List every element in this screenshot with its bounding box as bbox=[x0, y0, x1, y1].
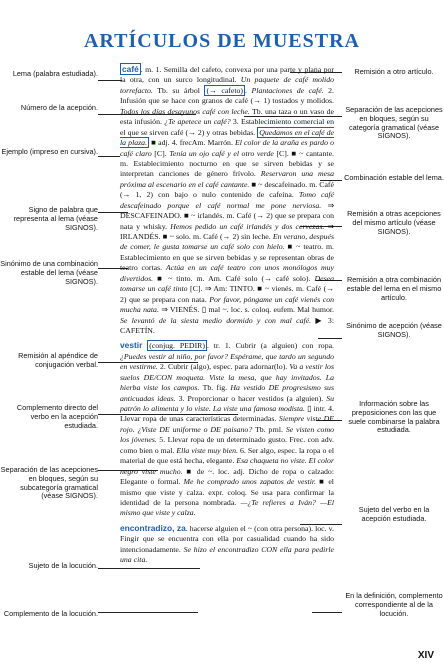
annotation-subcategory-blocks: Separación de las acepciones en bloques, según su subcategoría gramatical (véase SIGNOS). bbox=[0, 465, 98, 501]
definition-text: Tb. su árbol bbox=[152, 85, 205, 95]
example-text: Su patrón lo alimenta y lo viste. La viste una famosa modista. bbox=[120, 393, 334, 413]
annotation-sense-number: Número de la acepción. bbox=[20, 103, 98, 112]
example-text: Tenía un ojo café y el otro verde bbox=[169, 148, 274, 158]
example-text: ¿Te apetece un café? bbox=[164, 117, 231, 127]
annotation-conjugation-ref: Remisión al apéndice de conjugación verbal. bbox=[18, 351, 98, 369]
definition-text: 2. Cubrir (algo), espec. para adornar(lo). bbox=[157, 362, 290, 372]
example-text: Esa chaqueta no viste. El color negro viste mucho. bbox=[120, 456, 334, 476]
definition-text: ■ adj. 4. frecAm. Marrón. bbox=[149, 138, 236, 148]
leader-line bbox=[312, 612, 342, 613]
definition-text: ■ ~ tinto. m. Am. Café solo (→ café solo). bbox=[153, 273, 315, 283]
definition-text: Tb. prnl. bbox=[252, 424, 286, 434]
definition-text: 3. Establecimiento comercial en el que se sirven café (→ 2) y otras bebidas. bbox=[120, 117, 334, 137]
annotation-verb-subject: Sujeto del verbo en la acepción estudiada. bbox=[358, 505, 430, 523]
definition-text: . hacerse alguien el ~ (con otra persona). loc. v. Fingir que se encuentra con ella por casualidad cuando ha sido intencionadamente. bbox=[120, 523, 334, 554]
example-text: Hemos pedido un café irlandés y dos cervezas. bbox=[170, 221, 325, 231]
definition-text: [C]. ■ ~ cantante. m. Establecimiento nocturno en que se sirven bebidas y se interpretan canciones de género frívolo. bbox=[120, 148, 334, 179]
leader-line bbox=[98, 156, 120, 157]
example-text: Por favor, póngame un café vienés con mucha nata. bbox=[120, 294, 334, 315]
example-text: Quedamos en el café de la plaza. bbox=[120, 127, 334, 148]
example-text: ¿Puedes vestir al niño, por favor? Espérame, que tardo un segundo en vestirme. bbox=[120, 351, 334, 372]
annotation-locution-complement: Complemento de la locución. bbox=[3, 609, 98, 618]
annotation-stable-combination: Combinación estable del lema. bbox=[344, 173, 444, 182]
annotation-definition-complement: En la definición, complemento correspondiente al de la locución. bbox=[345, 591, 443, 618]
page-number: XIV bbox=[417, 650, 434, 661]
definition-text: ⇒ VIENÉS. ▯ mal ~. loc. s. coloq. eufem. Mal humor. bbox=[158, 305, 335, 315]
definition-text: 5. Llevar ropa de un determinado gusto. Frec. con adv. como bien o mal. bbox=[120, 435, 334, 455]
definition-text: ⇒ IRLANDÉS. ■ ~ solo. m. Café (→ 2) sin leche. bbox=[120, 221, 335, 241]
annotation-lemma: Lema (palabra estudiada). bbox=[12, 69, 98, 78]
cross-reference: (→ cafeto) bbox=[206, 85, 244, 95]
entry-lemma: café bbox=[122, 64, 139, 74]
definition-text: Tb. una taza o un vaso de esta infusión. bbox=[120, 106, 334, 127]
example-text: Plantaciones de café. bbox=[251, 85, 324, 95]
example-text: Todos los días desayunos café con leche. bbox=[120, 106, 250, 116]
example-text: En verano, después de comer, le gusta tomarse un café solo con hielo. bbox=[120, 232, 334, 252]
entry-lemma: vestir bbox=[120, 340, 143, 351]
definition-text: Tb. fig. bbox=[199, 383, 231, 393]
definition-text: [C]. bbox=[151, 148, 170, 158]
definition-text: ▯ intr. 4. Llevar ropa de unas características determinadas. bbox=[120, 404, 334, 424]
example-text: Actúa en un café teatro con unos monólogos muy divertidos. bbox=[120, 263, 334, 283]
example-text: Se visten como los jóvenes. bbox=[120, 424, 334, 445]
page-title: ARTÍCULOS DE MUESTRA bbox=[83, 30, 360, 52]
definition-text: ■ ~ descafeinado. m. Café (→ 1, 2) con bajo o nulo contenido de cafeína. bbox=[120, 179, 334, 200]
definition-text: ■ ~ teatro. m. Establecimiento en que se sirven bebidas y se representan obras de teatro cortas. bbox=[120, 242, 334, 273]
example-text: Ella viste muy bien. bbox=[176, 445, 239, 455]
example-text: El color de la araña es pardo o café claro bbox=[120, 138, 334, 158]
annotation-example: Ejemplo (impreso en cursiva). bbox=[1, 147, 98, 156]
example-text: Me he comprado unos zapatos de vestir. bbox=[183, 477, 316, 487]
example-text: Se levantó de la siesta medio dormido y con mal café. bbox=[120, 315, 312, 325]
definition-text: ■ el mismo que viste y calza. expr. coloq. Se usa para confirmar la identidad de la persona nombrada. bbox=[120, 477, 334, 507]
leader-line bbox=[98, 80, 122, 81]
dictionary-entries bbox=[120, 64, 334, 566]
definition-text: 2. Infusión que se hace con granos de café (→ 1) tostados y molidos. bbox=[120, 85, 334, 106]
definition-text: . m. 1. Semilla del cafeto, convexa por una parte y plana por la otra, con un surco longitudinal. bbox=[120, 65, 334, 85]
annotation-direct-object: Complemento directo del verbo en la acepción estudiada. bbox=[16, 403, 98, 430]
annotation-cross-reference: Remisión a otro artículo. bbox=[354, 67, 434, 76]
entry-encontradizo bbox=[120, 523, 334, 566]
definition-text: ▶ 3: CAFETÍN. bbox=[120, 315, 334, 335]
entry-lemma: encontradizo, za bbox=[120, 522, 186, 533]
definition-text: ■ de ~. loc. adj. Dicho de ropa o calzado: Elegante o formal. bbox=[120, 466, 334, 487]
entry-cafe bbox=[120, 64, 334, 336]
annotation-sense-synonym: Sinónimo de acepción (véase SIGNOS). bbox=[346, 321, 442, 339]
annotation-prepositions: Información sobre las preposiciones con las que suele combinarse la palabra estudiada. bbox=[348, 399, 440, 435]
example-text: Siempre viste DE rojo. ¿Viste DE uniforme o DE paisano? bbox=[120, 414, 334, 434]
example-text: Va a vestir los suelos DE/CON moqueta. Viste la mesa, que hay invitados. La hierba viste los campos. bbox=[120, 362, 334, 393]
example-text: Desea tomarse un café tinto bbox=[120, 273, 334, 294]
leader-line bbox=[98, 612, 198, 613]
example-text: Un paquete de café molido torrefacto. bbox=[120, 75, 334, 95]
annotation-locution-subject: Sujeto de la locución. bbox=[28, 561, 98, 570]
annotation-sense-refs: Remisión a otras acepciones del mismo artículo (véase SIGNOS). bbox=[347, 209, 441, 236]
example-text: Tomo café descafeinado porque el café normal me pone nerviosa. bbox=[120, 190, 335, 210]
annotation-combination-ref: Remisión a otra combinación estable del lema en el mismo artículo. bbox=[346, 275, 442, 302]
definition-text: 3. Proporcionar o hacer vestidos (a alguien). bbox=[175, 393, 327, 403]
annotation-category-blocks: Separación de las acepciones en bloques, según su categoría gramatical (véase SIGNOS). bbox=[345, 105, 443, 141]
definition-text: [C]. ⇒ Am: TINTO. ■ ~ vienés. m. Café (→ 2) que se prepara con nata. bbox=[120, 284, 334, 304]
leader-line bbox=[98, 568, 200, 569]
definition-text: . bbox=[245, 85, 252, 95]
example-text: Reservaron una mesa próxima al escenario en el café cantante. bbox=[120, 169, 334, 189]
definition-text: 6. Ser algo, espec. la ropa o el material de que está hecha, elegante. bbox=[120, 445, 334, 466]
example-text: —¿Te refieres a Iván? —El mismo que viste y calza. bbox=[120, 497, 334, 518]
annotation-lemma-sign: Signo de palabra que representa al lema (véase SIGNOS). bbox=[13, 205, 98, 232]
example-text: Se hizo el encontradizo CON ella para pedirle una cita. bbox=[120, 544, 334, 565]
entry-vestir bbox=[120, 340, 334, 518]
annotation-combination-synonym: Sinónimo de una combinación estable del lema (véase SIGNOS). bbox=[0, 259, 98, 286]
example-text: Ha vestido DE progresismo sus anticuadas ideas. bbox=[120, 383, 334, 403]
conjugation-reference: (conjug. PEDIR) bbox=[149, 341, 205, 351]
definition-text: . tr. 1. Cubrir (a alguien) con ropa. bbox=[206, 341, 335, 351]
definition-text: ⇒ DESCAFEINADO. ■ ~ irlandés. m. Café (→ 2) que se prepara con nata y whisky. bbox=[120, 200, 334, 231]
